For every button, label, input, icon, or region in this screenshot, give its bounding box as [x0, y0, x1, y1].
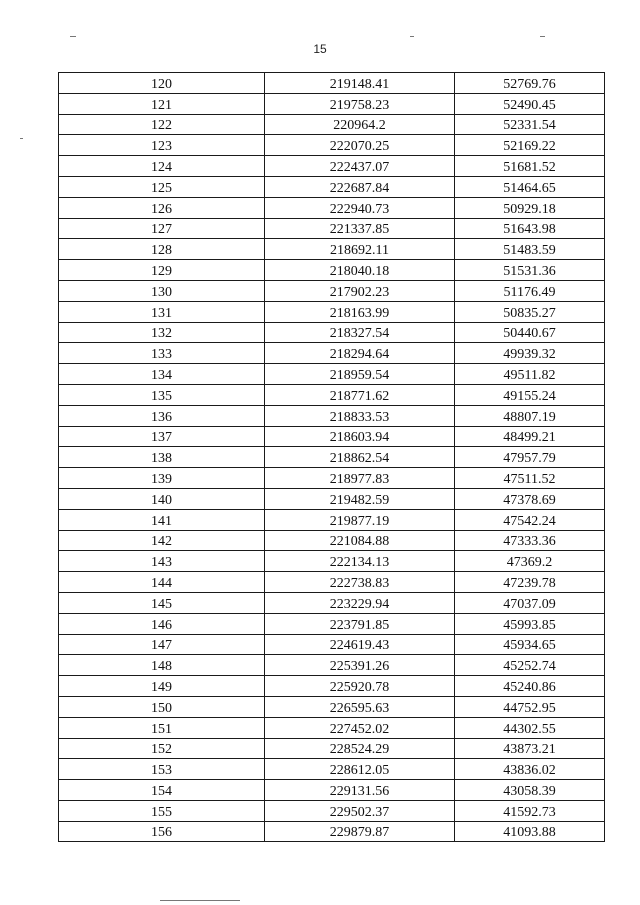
cell-value-a: 223791.85	[265, 613, 455, 634]
cell-value-a: 218833.53	[265, 405, 455, 426]
cell-value-a: 218862.54	[265, 447, 455, 468]
table-row	[59, 468, 605, 489]
cell-index: 154	[59, 780, 265, 801]
cell-value-b: 48499.21	[455, 426, 605, 447]
cell-value-a: 217902.23	[265, 280, 455, 301]
cell-value-b: 50929.18	[455, 197, 605, 218]
cell-value-b: 52331.54	[455, 114, 605, 135]
cell-value-b: 41093.88	[455, 821, 605, 842]
cell-index: 122	[59, 114, 265, 135]
cell-value-a: 221084.88	[265, 530, 455, 551]
cell-index: 146	[59, 613, 265, 634]
cell-value-b: 49511.82	[455, 364, 605, 385]
table-row	[59, 176, 605, 197]
table-row	[59, 114, 605, 135]
cell-value-a: 222437.07	[265, 156, 455, 177]
scan-artifact	[540, 36, 545, 37]
table-row	[59, 218, 605, 239]
cell-value-b: 50835.27	[455, 301, 605, 322]
table-row	[59, 717, 605, 738]
cell-value-a: 228524.29	[265, 738, 455, 759]
table-row	[59, 738, 605, 759]
cell-value-b: 47542.24	[455, 509, 605, 530]
table-row	[59, 509, 605, 530]
cell-value-a: 218163.99	[265, 301, 455, 322]
cell-value-b: 51643.98	[455, 218, 605, 239]
cell-index: 141	[59, 509, 265, 530]
cell-value-b: 51176.49	[455, 280, 605, 301]
table-row	[59, 343, 605, 364]
cell-index: 149	[59, 676, 265, 697]
cell-value-b: 45240.86	[455, 676, 605, 697]
cell-index: 137	[59, 426, 265, 447]
cell-index: 120	[59, 73, 265, 94]
scan-artifact	[20, 138, 23, 139]
cell-index: 136	[59, 405, 265, 426]
cell-value-a: 223229.94	[265, 592, 455, 613]
cell-index: 127	[59, 218, 265, 239]
cell-value-a: 218294.64	[265, 343, 455, 364]
cell-value-a: 229502.37	[265, 800, 455, 821]
cell-value-b: 52769.76	[455, 73, 605, 94]
cell-index: 147	[59, 634, 265, 655]
cell-value-b: 47957.79	[455, 447, 605, 468]
cell-value-b: 43873.21	[455, 738, 605, 759]
cell-index: 130	[59, 280, 265, 301]
cell-value-a: 222940.73	[265, 197, 455, 218]
cell-value-a: 225391.26	[265, 655, 455, 676]
cell-index: 126	[59, 197, 265, 218]
cell-index: 131	[59, 301, 265, 322]
table-row	[59, 260, 605, 281]
cell-index: 139	[59, 468, 265, 489]
cell-index: 148	[59, 655, 265, 676]
cell-value-a: 219877.19	[265, 509, 455, 530]
cell-value-b: 43058.39	[455, 780, 605, 801]
cell-value-b: 51464.65	[455, 176, 605, 197]
cell-value-a: 229131.56	[265, 780, 455, 801]
cell-value-b: 43836.02	[455, 759, 605, 780]
table-row	[59, 384, 605, 405]
table-row	[59, 759, 605, 780]
cell-value-b: 51681.52	[455, 156, 605, 177]
cell-index: 152	[59, 738, 265, 759]
page-number: 15	[313, 42, 327, 56]
table-row	[59, 800, 605, 821]
cell-value-b: 45934.65	[455, 634, 605, 655]
cell-value-b: 44302.55	[455, 717, 605, 738]
cell-value-a: 218040.18	[265, 260, 455, 281]
table-row	[59, 551, 605, 572]
cell-index: 145	[59, 592, 265, 613]
cell-value-a: 222134.13	[265, 551, 455, 572]
table-row	[59, 93, 605, 114]
cell-index: 151	[59, 717, 265, 738]
cell-value-a: 218327.54	[265, 322, 455, 343]
cell-index: 150	[59, 696, 265, 717]
cell-value-b: 41592.73	[455, 800, 605, 821]
table-row	[59, 156, 605, 177]
cell-index: 123	[59, 135, 265, 156]
cell-index: 132	[59, 322, 265, 343]
cell-index: 124	[59, 156, 265, 177]
cell-value-b: 47239.78	[455, 572, 605, 593]
table-row	[59, 405, 605, 426]
cell-index: 129	[59, 260, 265, 281]
table-row	[59, 322, 605, 343]
cell-value-b: 48807.19	[455, 405, 605, 426]
table-row	[59, 655, 605, 676]
cell-index: 125	[59, 176, 265, 197]
cell-value-a: 224619.43	[265, 634, 455, 655]
cell-value-b: 51483.59	[455, 239, 605, 260]
cell-index: 135	[59, 384, 265, 405]
cell-value-a: 225920.78	[265, 676, 455, 697]
cell-value-b: 49155.24	[455, 384, 605, 405]
cell-index: 138	[59, 447, 265, 468]
table-row	[59, 135, 605, 156]
cell-value-a: 219148.41	[265, 73, 455, 94]
cell-value-a: 227452.02	[265, 717, 455, 738]
table-row	[59, 634, 605, 655]
cell-value-b: 44752.95	[455, 696, 605, 717]
cell-index: 140	[59, 488, 265, 509]
cell-index: 143	[59, 551, 265, 572]
table-row	[59, 780, 605, 801]
table-row	[59, 696, 605, 717]
cell-value-a: 226595.63	[265, 696, 455, 717]
table-row	[59, 197, 605, 218]
cell-index: 134	[59, 364, 265, 385]
cell-value-b: 45252.74	[455, 655, 605, 676]
table-row	[59, 613, 605, 634]
cell-value-b: 50440.67	[455, 322, 605, 343]
cell-index: 156	[59, 821, 265, 842]
cell-value-a: 222070.25	[265, 135, 455, 156]
cell-value-a: 221337.85	[265, 218, 455, 239]
cell-value-a: 218692.11	[265, 239, 455, 260]
cell-value-a: 218603.94	[265, 426, 455, 447]
cell-value-a: 218977.83	[265, 468, 455, 489]
cell-index: 133	[59, 343, 265, 364]
table-row	[59, 676, 605, 697]
table-row	[59, 488, 605, 509]
table-row	[59, 592, 605, 613]
cell-value-b: 47511.52	[455, 468, 605, 489]
scan-artifact	[70, 36, 76, 37]
cell-value-a: 219758.23	[265, 93, 455, 114]
table-row	[59, 301, 605, 322]
table-row	[59, 530, 605, 551]
cell-value-a: 229879.87	[265, 821, 455, 842]
cell-value-b: 49939.32	[455, 343, 605, 364]
table-row	[59, 821, 605, 842]
data-table	[58, 72, 605, 842]
cell-value-b: 47037.09	[455, 592, 605, 613]
scan-artifact	[160, 900, 240, 901]
scan-artifact	[410, 36, 414, 37]
cell-index: 121	[59, 93, 265, 114]
cell-value-b: 52169.22	[455, 135, 605, 156]
cell-index: 144	[59, 572, 265, 593]
cell-value-b: 51531.36	[455, 260, 605, 281]
table-row	[59, 426, 605, 447]
cell-value-a: 218959.54	[265, 364, 455, 385]
cell-value-a: 222738.83	[265, 572, 455, 593]
cell-value-a: 222687.84	[265, 176, 455, 197]
cell-index: 155	[59, 800, 265, 821]
table-row	[59, 572, 605, 593]
cell-value-a: 218771.62	[265, 384, 455, 405]
cell-value-b: 52490.45	[455, 93, 605, 114]
cell-value-b: 47378.69	[455, 488, 605, 509]
cell-value-a: 219482.59	[265, 488, 455, 509]
table-row	[59, 239, 605, 260]
table-row	[59, 280, 605, 301]
cell-value-b: 45993.85	[455, 613, 605, 634]
cell-index: 128	[59, 239, 265, 260]
table-row	[59, 364, 605, 385]
table-row	[59, 73, 605, 94]
cell-value-a: 220964.2	[265, 114, 455, 135]
table-body	[59, 73, 605, 842]
cell-value-b: 47369.2	[455, 551, 605, 572]
cell-index: 142	[59, 530, 265, 551]
cell-index: 153	[59, 759, 265, 780]
cell-value-a: 228612.05	[265, 759, 455, 780]
table-row	[59, 447, 605, 468]
cell-value-b: 47333.36	[455, 530, 605, 551]
